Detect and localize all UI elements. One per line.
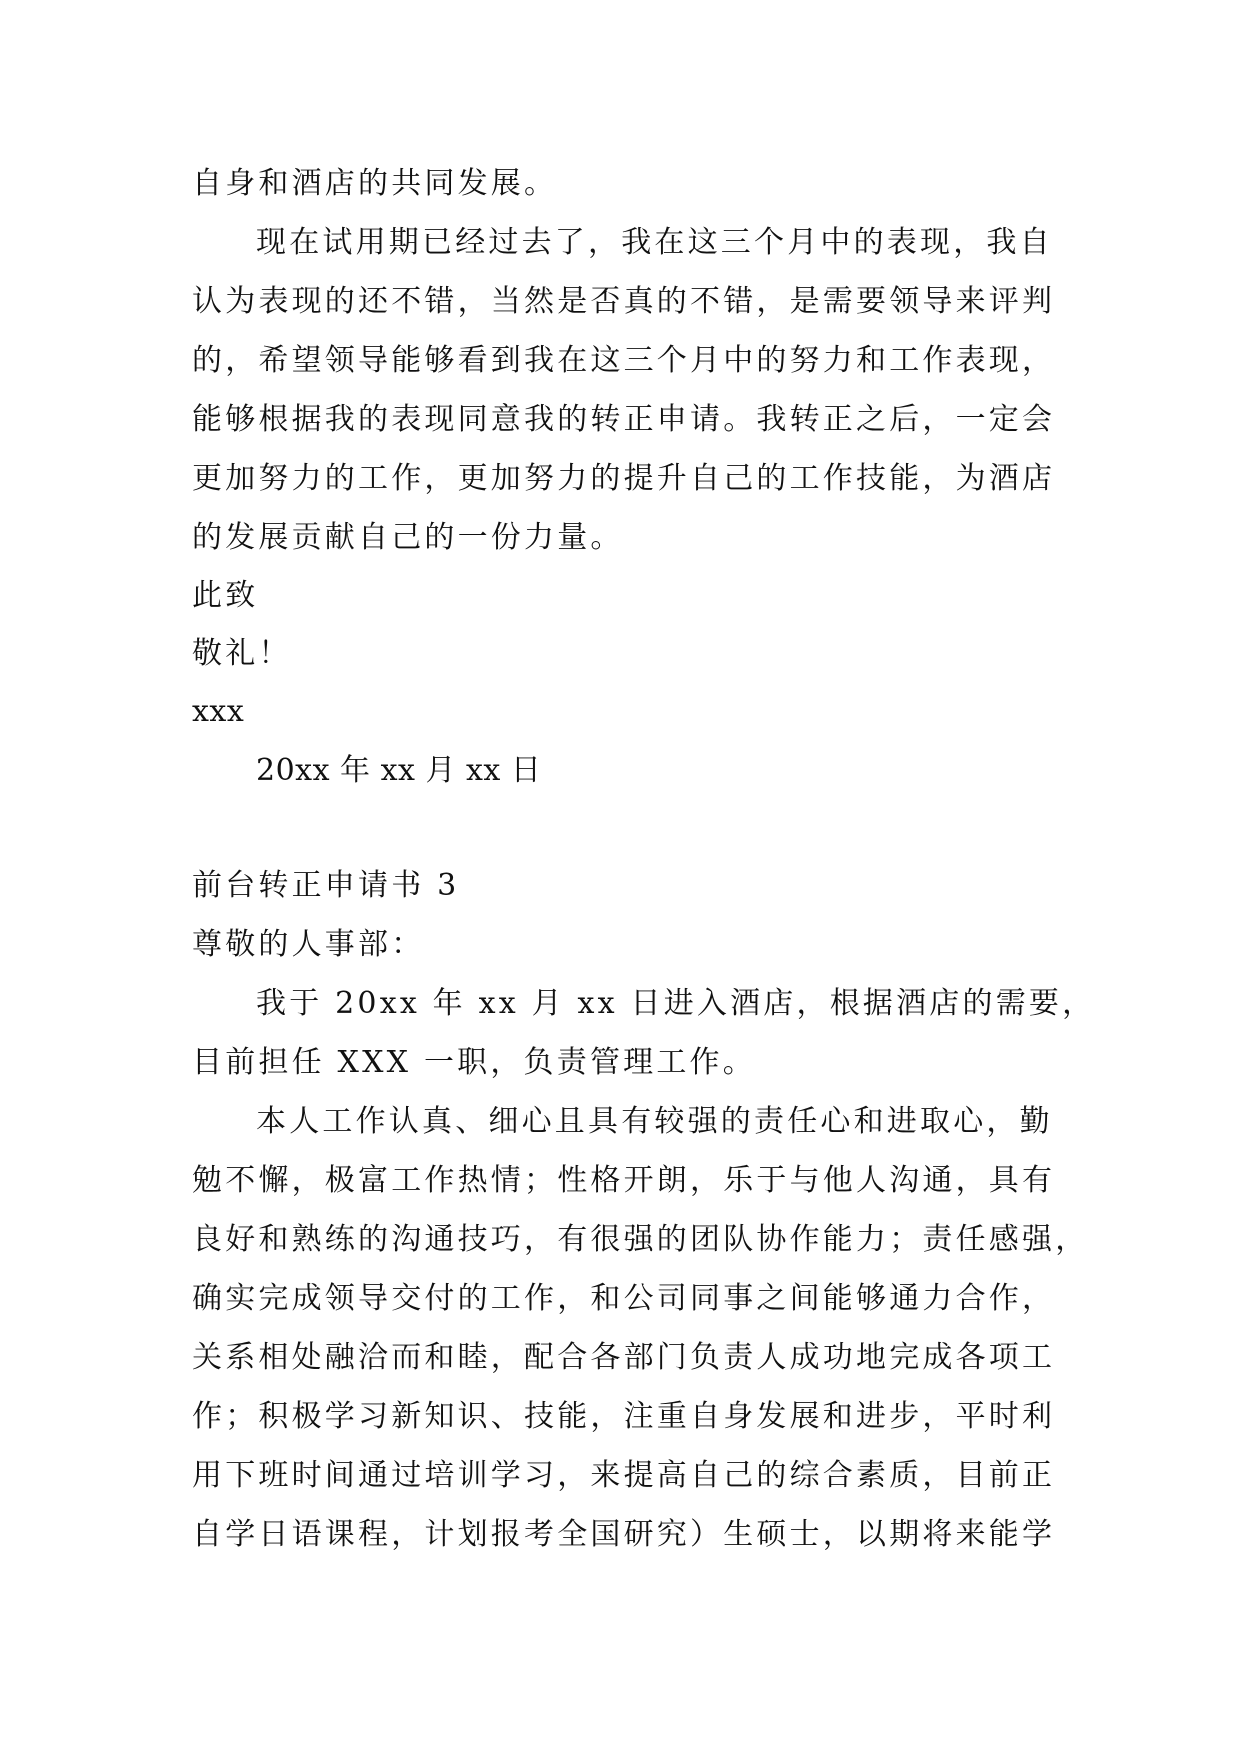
section-title: 前台转正申请书 3: [192, 868, 460, 903]
closing-line: 此致: [192, 578, 259, 613]
paragraph-line: 作；积极学习新知识、技能，注重自身发展和进步，平时利: [192, 1399, 1056, 1434]
paragraph-line: 的发展贡献自己的一份力量。: [192, 520, 624, 555]
paragraph-line: 良好和熟练的沟通技巧，有很强的团队协作能力；责任感强，: [192, 1222, 1089, 1257]
paragraph-line: 目前担任 XXX 一职，负责管理工作。: [192, 1045, 756, 1080]
signature: xxx: [192, 694, 245, 729]
paragraph-line: 能够根据我的表现同意我的转正申请。我转正之后，一定会: [192, 402, 1056, 437]
paragraph-line: 自学日语课程，计划报考全国研究）生硕士，以期将来能学: [192, 1517, 1056, 1552]
date: 20xx 年 xx 月 xx 日: [256, 753, 542, 788]
paragraph-line: 现在试用期已经过去了，我在这三个月中的表现，我自: [256, 225, 1053, 260]
paragraph-line: 本人工作认真、细心且具有较强的责任心和进取心，勤: [256, 1104, 1053, 1139]
paragraph-line: 勉不懈，极富工作热情；性格开朗，乐于与他人沟通，具有: [192, 1163, 1056, 1198]
continuation-line: 自身和酒店的共同发展。: [192, 166, 558, 201]
salutation: 尊敬的人事部：: [192, 927, 425, 962]
paragraph-line: 确实完成领导交付的工作，和公司同事之间能够通力合作，: [192, 1281, 1056, 1316]
paragraph-line: 我于 20xx 年 xx 月 xx 日进入酒店，根据酒店的需要，: [256, 986, 1096, 1021]
paragraph-line: 用下班时间通过培训学习，来提高自己的综合素质，目前正: [192, 1458, 1056, 1493]
paragraph-line: 关系相处融洽而和睦，配合各部门负责人成功地完成各项工: [192, 1340, 1056, 1375]
paragraph-line: 认为表现的还不错，当然是否真的不错，是需要领导来评判: [192, 284, 1056, 319]
paragraph-line: 更加努力的工作，更加努力的提升自己的工作技能，为酒店: [192, 461, 1056, 496]
paragraph-line: 的，希望领导能够看到我在这三个月中的努力和工作表现，: [192, 343, 1056, 378]
closing-line: 敬礼！: [192, 636, 292, 671]
